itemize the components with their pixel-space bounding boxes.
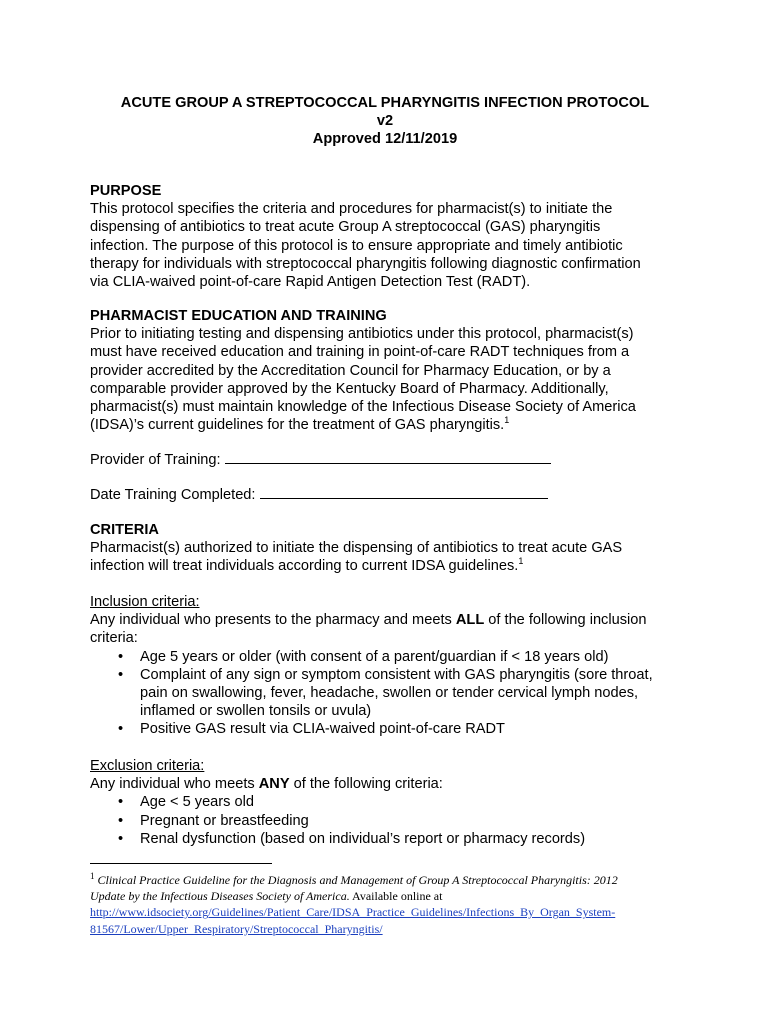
footnote-citation-continued: Update by the Infectious Diseases Society of America. <box>90 889 350 904</box>
provider-of-training-label: Provider of Training: <box>90 452 221 468</box>
list-item: • Age < 5 years old <box>118 794 254 811</box>
list-item: • Pregnant or breastfeeding <box>118 812 309 829</box>
education-heading: PHARMACIST EDUCATION AND TRAINING <box>90 308 387 324</box>
criteria-heading: CRITERIA <box>90 522 159 538</box>
inclusion-section <box>90 593 690 739</box>
education-line: (IDSA)’s current guidelines for the treatment of GAS pharyngitis.$^1$ <box>90 415 510 434</box>
education-line: must have received education and training in point-of-care RADT techniques from a <box>90 344 630 361</box>
purpose-line: infection. The purpose of this protocol is to ensure appropriate and timely antibiotic <box>90 237 623 254</box>
date-training-completed-blank[interactable] <box>260 486 548 499</box>
bullet-icon: • <box>118 666 124 683</box>
education-line: comparable provider approved by the Kentucky Board of Pharmacy. Additionally, <box>90 380 609 397</box>
purpose-line: This protocol specifies the criteria and procedures for pharmacist(s) to initiate the <box>90 201 613 218</box>
inclusion-intro: Any individual who presents to the pharmacy and meets ALL of the following inclusion <box>90 612 647 629</box>
bullet-icon: • <box>118 812 124 829</box>
exclusion-intro: Any individual who meets ANY of the following criteria: <box>90 776 443 793</box>
bullet-icon: • <box>118 830 124 847</box>
bullet-icon: • <box>118 794 124 811</box>
education-line: pharmacist(s) must maintain knowledge of the Infectious Disease Society of America <box>90 399 636 416</box>
inclusion-list <box>90 648 690 739</box>
list-item: • Complaint of any sign or symptom consistent with GAS pharyngitis (sore throat, pain on swallowing, fever, headache, swollen or tender cervical lymph nodes, inflamed or swollen tonsils or uvula) <box>118 666 653 720</box>
footnote-link[interactable]: http://www.idsociety.org/Guidelines/Patient_Care/IDSA_Practice_Guidelines/Infections_By_Organ_System- <box>90 905 616 920</box>
education-line: provider accredited by the Accreditation Council for Pharmacy Education, or by a <box>90 362 611 379</box>
purpose-line: dispensing of antibiotics to treat acute Group A streptococcal (GAS) pharyngitis <box>90 219 601 236</box>
purpose-line: therapy for individuals with streptococcal pharyngitis following diagnostic confirmation <box>90 255 641 272</box>
footnote-divider <box>90 863 272 864</box>
footnote-reference: 1 <box>504 415 510 426</box>
document-version: v2 <box>376 113 394 129</box>
exclusion-heading: Exclusion criteria: <box>90 758 205 774</box>
footnote-link-continued[interactable]: 81567/Lower/Upper_Respiratory/Streptococcal_Pharyngitis/ <box>90 921 383 936</box>
footnote-available-text: Available online at <box>349 889 443 904</box>
purpose-line: via CLIA-waived point-of-care Rapid Antigen Detection Test (RADT). <box>90 274 531 291</box>
footnote <box>90 872 650 937</box>
inclusion-intro-continued: criteria: <box>90 630 138 647</box>
date-training-completed-label: Date Training Completed: <box>90 487 256 503</box>
inclusion-heading: Inclusion criteria: <box>90 594 200 610</box>
footnote-citation: Clinical Practice Guideline for the Diagnosis and Management of Group A Streptococcal Pharyngitis: 2012 <box>97 873 618 887</box>
provider-of-training-field[interactable] <box>90 451 690 469</box>
criteria-line: Pharmacist(s) authorized to initiate the dispensing of antibiotics to treat acute GAS <box>90 540 623 557</box>
list-item: • Renal dysfunction (based on individual’s report or pharmacy records) <box>118 830 586 847</box>
date-training-completed-field[interactable] <box>90 486 690 504</box>
bullet-icon: • <box>118 721 124 738</box>
education-section <box>90 307 690 434</box>
footnote-mark: 1 <box>90 871 95 881</box>
footnote-reference: 1 <box>518 556 524 567</box>
criteria-line: infection will treat individuals according to current IDSA guidelines.$^1$ <box>90 556 524 575</box>
approval-date: Approved 12/11/2019 <box>312 131 458 147</box>
provider-of-training-blank[interactable] <box>225 451 551 464</box>
list-item: • Positive GAS result via CLIA-waived point-of-care RADT <box>118 721 505 738</box>
purpose-heading: PURPOSE <box>90 183 162 199</box>
criteria-section <box>90 521 690 576</box>
list-item: • Age 5 years or older (with consent of a parent/guardian if < 18 years old) <box>118 648 609 665</box>
purpose-section <box>90 182 690 291</box>
bullet-icon: • <box>118 648 124 665</box>
document-title: ACUTE GROUP A STREPTOCOCCAL PHARYNGITIS INFECTION PROTOCOL <box>120 95 650 111</box>
education-line: Prior to initiating testing and dispensing antibiotics under this protocol, pharmacist(s) <box>90 326 634 343</box>
exclusion-section <box>90 757 690 848</box>
exclusion-list <box>90 793 690 848</box>
